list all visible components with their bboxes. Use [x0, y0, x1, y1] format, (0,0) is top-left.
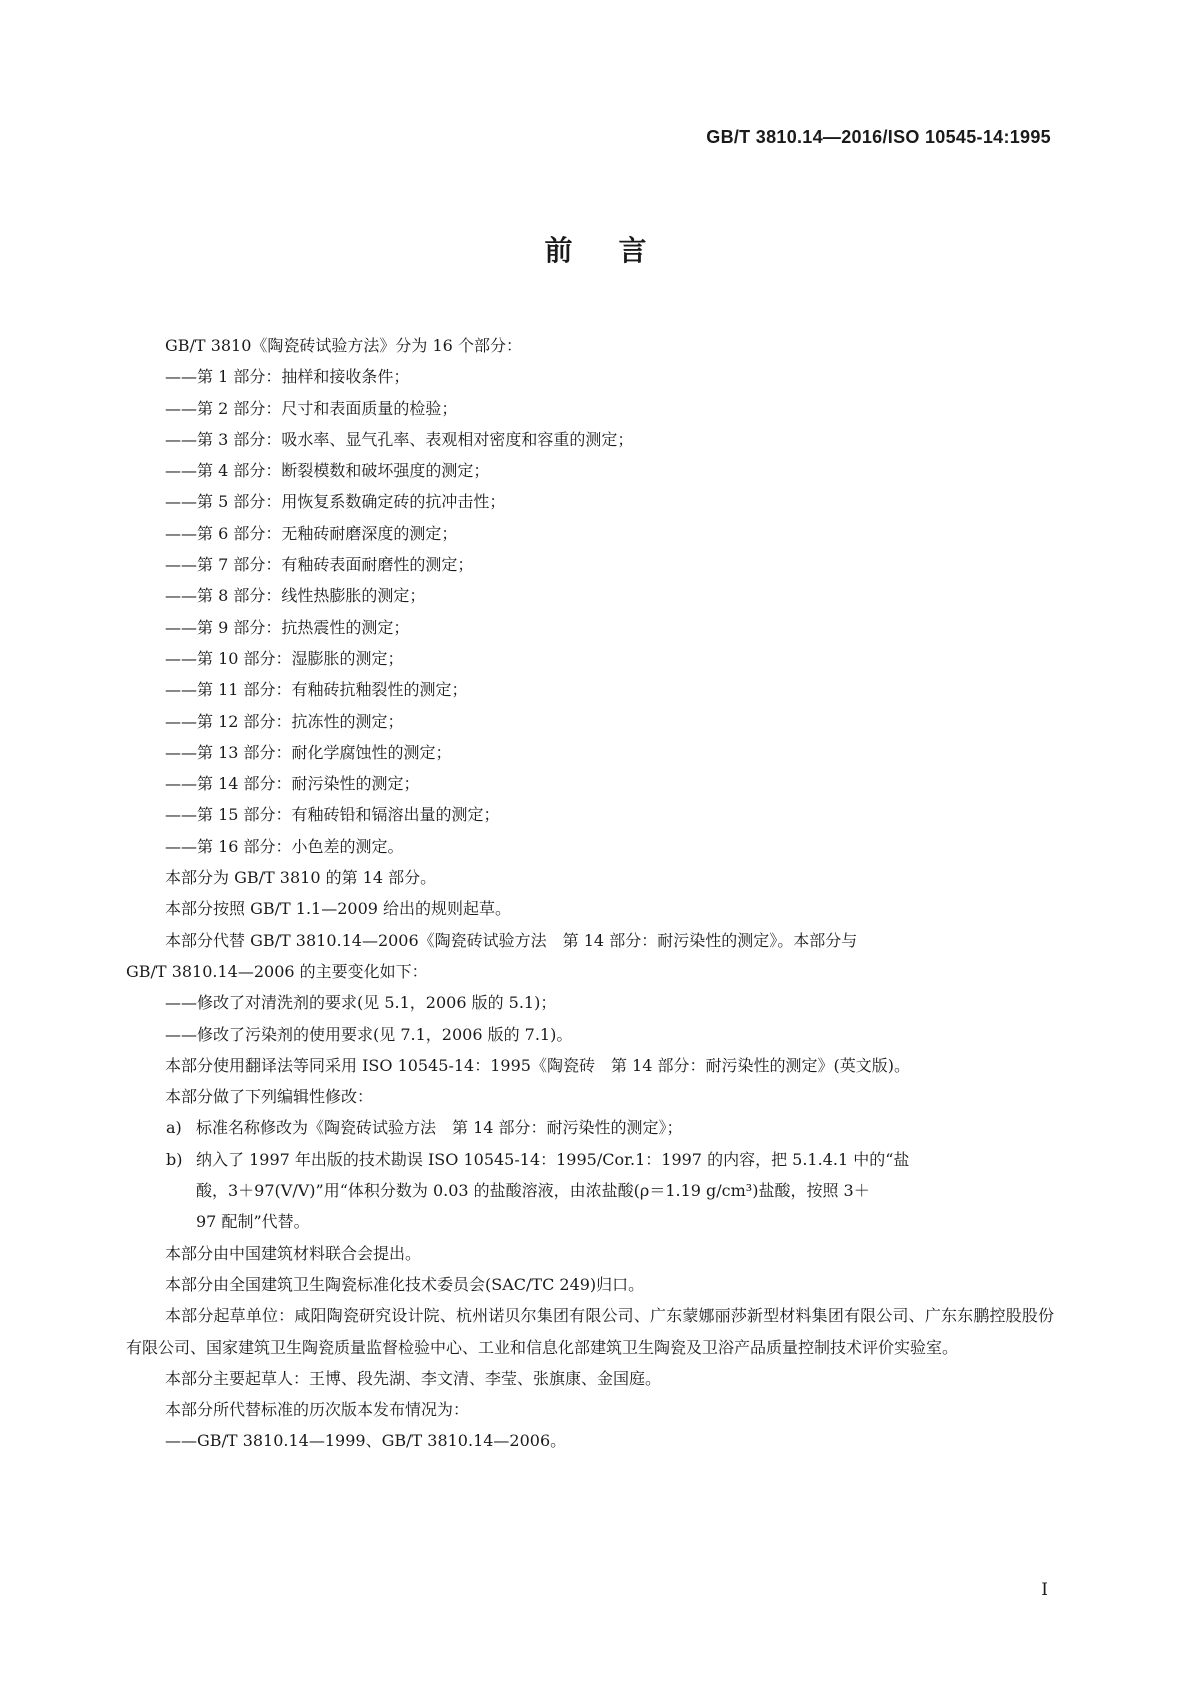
- list-item-text: 标准名称修改为《陶瓷砖试验方法 第 14 部分：耐污染性的测定》；: [196, 1118, 683, 1138]
- edits-intro: 本部分做了下列编辑性修改：: [165, 1087, 374, 1107]
- page-number: I: [1041, 1580, 1048, 1600]
- list-item: ——第 1 部分：抽样和接收条件；: [165, 367, 410, 387]
- drafting-rules-paragraph: 本部分按照 GB/T 1.1—2009 给出的规则起草。: [165, 899, 512, 919]
- list-item: ——第 3 部分：吸水率、显气孔率、表观相对密度和容重的测定；: [165, 429, 634, 449]
- list-item: ——第 5 部分：用恢复系数确定砖的抗冲击性；: [165, 492, 506, 512]
- list-item: ——GB/T 3810.14—1999、GB/T 3810.14—2006。: [165, 1431, 567, 1451]
- list-item: ——第 7 部分：有釉砖表面耐磨性的测定；: [165, 555, 474, 575]
- list-item: ——第 8 部分：线性热膨胀的测定；: [165, 586, 426, 606]
- list-item: ——第 10 部分：湿膨胀的测定；: [165, 648, 404, 668]
- page-title: 前言: [544, 234, 693, 267]
- part-of-paragraph: 本部分为 GB/T 3810 的第 14 部分。: [165, 868, 437, 888]
- list-item: ——第 2 部分：尺寸和表面质量的检验；: [165, 398, 458, 418]
- list-marker: b): [166, 1149, 183, 1169]
- centralized-by-paragraph: 本部分由全国建筑卫生陶瓷标准化技术委员会(SAC/TC 249)归口。: [165, 1274, 645, 1294]
- list-item-text: 97 配制”代替。: [196, 1212, 310, 1232]
- history-intro: 本部分所代替标准的历次版本发布情况为：: [165, 1400, 470, 1420]
- proposed-by-paragraph: 本部分由中国建筑材料联合会提出。: [165, 1243, 422, 1263]
- list-item: ——第 4 部分：断裂模数和破坏强度的测定；: [165, 461, 490, 481]
- list-item-text: 纳入了 1997 年出版的技术勘误 ISO 10545-14：1995/Cor.1：1997 的内容，把 5.1.4.1 中的“盐: [196, 1149, 910, 1169]
- history-list: [126, 1425, 1054, 1456]
- parts-intro: GB/T 3810《陶瓷砖试验方法》分为 16 个部分：: [165, 336, 522, 355]
- list-item: ——第 6 部分：无釉砖耐磨深度的测定；: [165, 523, 458, 543]
- list-item: ——修改了污染剂的使用要求(见 7.1，2006 版的 7.1)。: [165, 1024, 573, 1044]
- list-item: [126, 1144, 1054, 1238]
- edits-list: [126, 1112, 1054, 1237]
- drafting-units-paragraph: 本部分起草单位：咸阳陶瓷研究设计院、杭州诺贝尔集团有限公司、广东蒙娜丽莎新型材料集团有限公司、广东东鹏控股股份有限公司、国家建筑卫生陶瓷质量监督检验中心、工业和信息化部建筑卫生陶瓷及卫浴产品质量控制技术评价实验室。: [126, 1306, 1054, 1357]
- list-item: ——第 16 部分：小色差的测定。: [165, 836, 404, 856]
- list-item: ——第 9 部分：抗热震性的测定；: [165, 617, 410, 637]
- list-item: ——第 15 部分：有釉砖铅和镉溶出量的测定；: [165, 805, 500, 825]
- replaces-line: 本部分代替 GB/T 3810.14—2006《陶瓷砖试验方法 第 14 部分：耐污染性的测定》。本部分与: [165, 930, 858, 950]
- changes-list: [126, 987, 1054, 1050]
- list-item-text: 酸，3＋97(V/V)”用“体积分数为 0.03 的盐酸溶液，由浓盐酸(ρ＝1.19 g/cm³)盐酸，按照 3＋: [196, 1181, 870, 1201]
- list-item: ——第 12 部分：抗冻性的测定；: [165, 711, 404, 731]
- replaces-paragraph: [126, 925, 1054, 988]
- list-item: ——第 14 部分：耐污染性的测定；: [165, 774, 420, 794]
- list-marker: a): [166, 1118, 182, 1138]
- list-item: ——第 11 部分：有釉砖抗釉裂性的测定；: [165, 680, 468, 700]
- list-item: ——第 13 部分：耐化学腐蚀性的测定；: [165, 742, 452, 762]
- replaces-line: GB/T 3810.14—2006 的主要变化如下：: [126, 961, 428, 981]
- foreword-body: [126, 330, 1054, 1457]
- parts-list: [126, 361, 1054, 862]
- list-item: [126, 1112, 1054, 1143]
- standard-number-header: GB/T 3810.14—2016/ISO 10545-14:1995: [706, 127, 1051, 147]
- list-item: ——修改了对清洗剂的要求(见 5.1，2006 版的 5.1)；: [165, 993, 557, 1013]
- translation-paragraph: 本部分使用翻译法等同采用 ISO 10545-14：1995《陶瓷砖 第 14 部分：耐污染性的测定》(英文版)。: [165, 1055, 910, 1075]
- drafters-paragraph: 本部分主要起草人：王博、段先湖、李文清、李莹、张旗康、金国庭。: [165, 1368, 662, 1388]
